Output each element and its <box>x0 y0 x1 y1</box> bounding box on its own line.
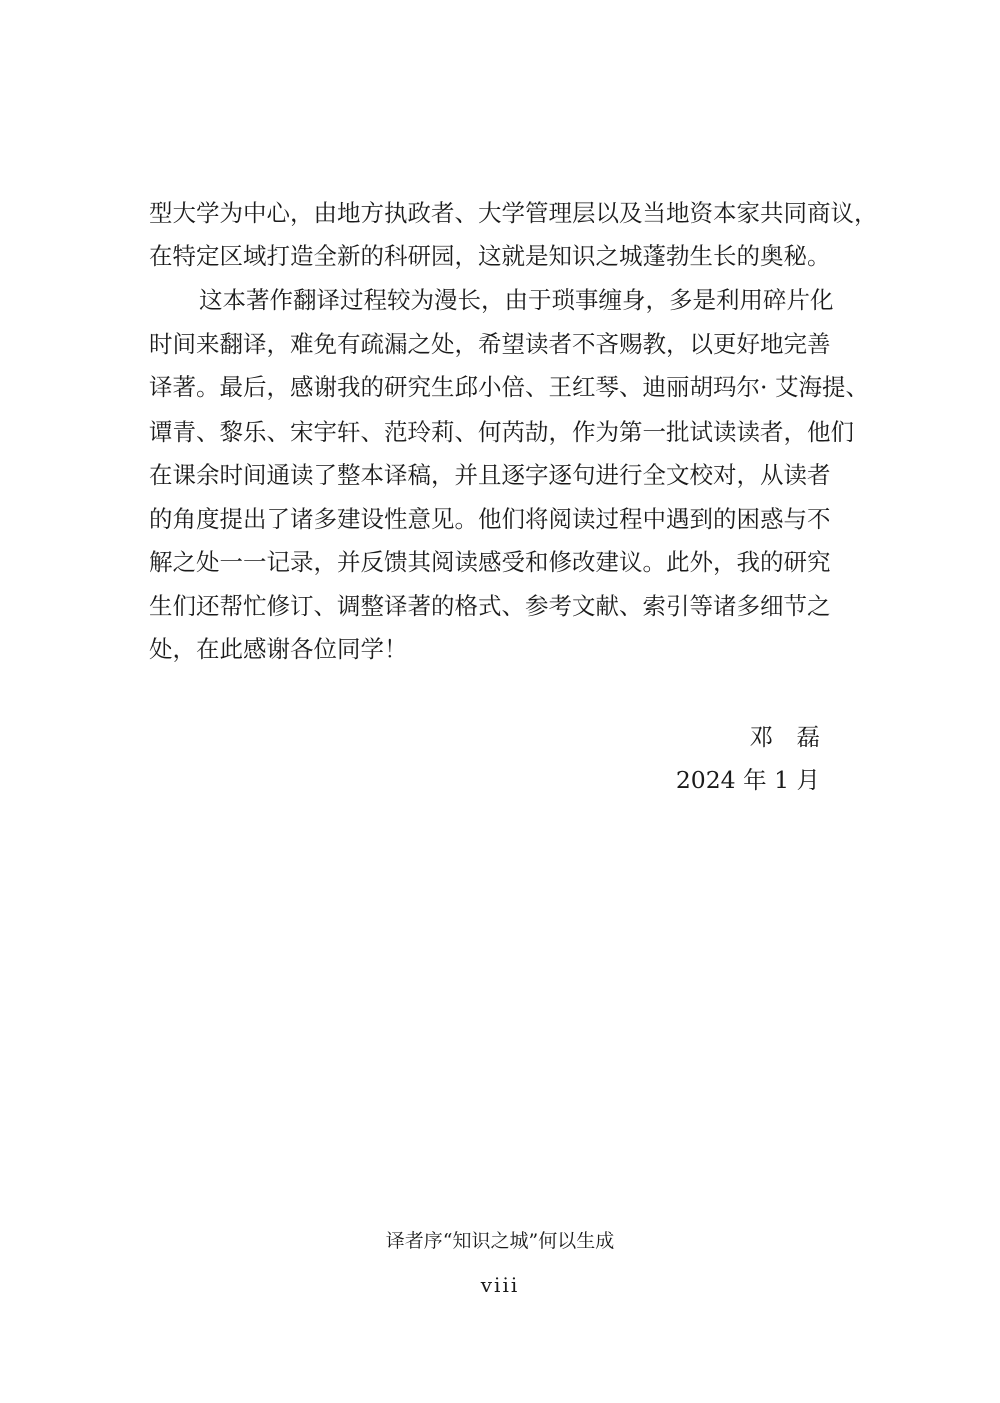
page-number: viii <box>480 1273 520 1297</box>
signature-name: 邓 磊 <box>749 723 820 751</box>
paragraph-line: 生们还帮忙修订、调整译著的格式、参考文献、索引等诸多细节之 <box>149 592 831 620</box>
paragraph-line: 这本著作翻译过程较为漫长，由于琐事缠身，多是利用碎片化 <box>199 286 834 314</box>
running-footer-title: 译者序“知识之城”何以生成 <box>385 1230 615 1252</box>
paragraph-line: 解之处一一记录，并反馈其阅读感受和修改建议。此外，我的研究 <box>149 548 831 576</box>
paragraph-line: 译著。最后，感谢我的研究生邱小倍、王红琴、迪丽胡玛尔· 艾海提、 <box>149 373 869 401</box>
paragraph-line: 型大学为中心，由地方执政者、大学管理层以及当地资本家共同商议， <box>149 199 878 227</box>
signature-date: 2024 年 1 月 <box>675 766 820 794</box>
paragraph-line: 在特定区域打造全新的科研园，这就是知识之城蓬勃生长的奥秘。 <box>149 242 831 270</box>
paragraph-line: 的角度提出了诸多建设性意见。他们将阅读过程中遇到的困惑与不 <box>149 505 831 533</box>
paragraph-line: 在课余时间通读了整本译稿，并且逐字逐句进行全文校对，从读者 <box>149 461 831 489</box>
paragraph-line: 时间来翻译，难免有疏漏之处，希望读者不吝赐教，以更好地完善 <box>149 330 831 358</box>
paragraph-line: 谭青、黎乐、宋宇轩、范玲莉、何芮劼，作为第一批试读读者，他们 <box>149 418 854 446</box>
paragraph-line: 处，在此感谢各位同学！ <box>149 635 408 663</box>
